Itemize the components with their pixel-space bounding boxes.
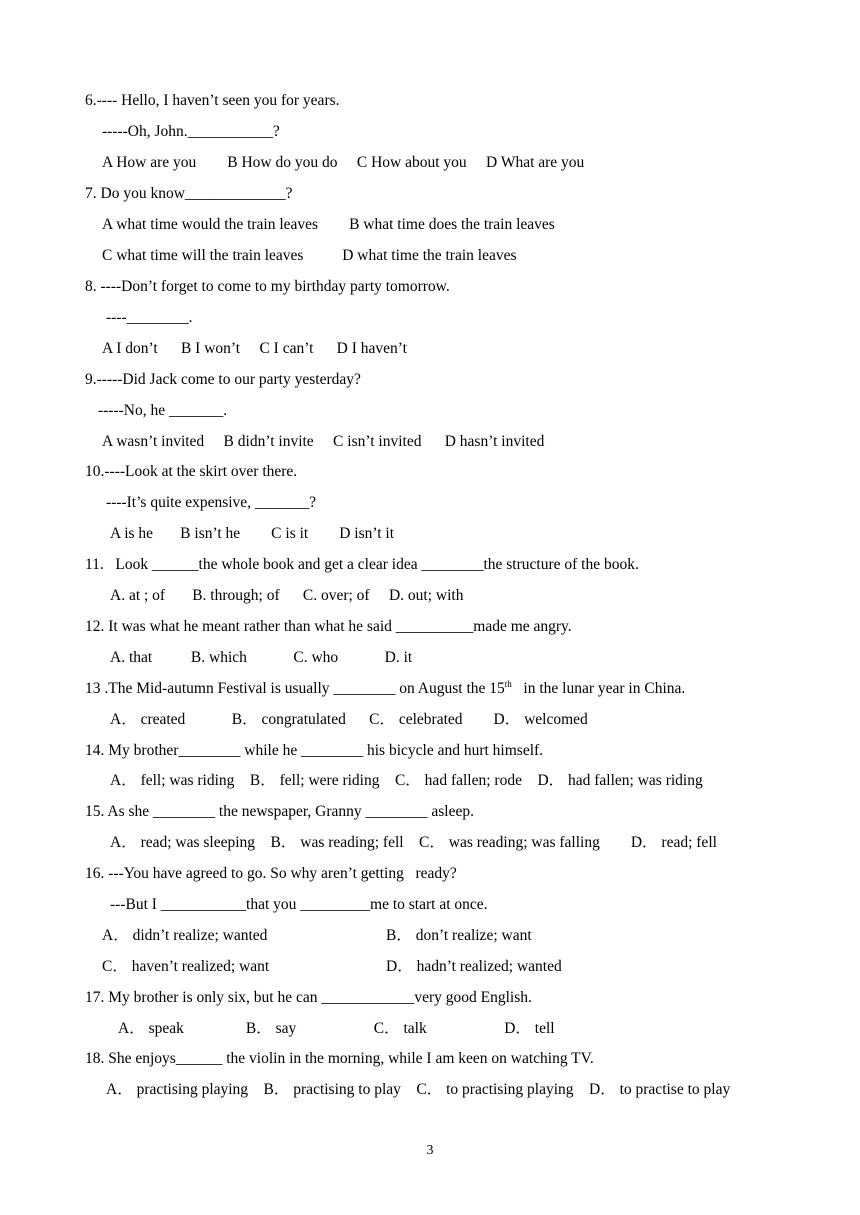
question-17-prompt: 17. My brother is only six, but he can ____________very good English. <box>85 989 532 1006</box>
question-12-prompt: 12. It was what he meant rather than what he said __________made me angry. <box>85 618 572 635</box>
question-18-prompt: 18. She enjoys______ the violin in the morning, while I am keen on watching TV. <box>85 1050 594 1067</box>
question-16-option-a: A． didn’t realize; wanted <box>102 927 268 944</box>
ordinal-suffix: th <box>504 678 512 689</box>
question-8-options: A I don’t B I won’t C I can’t D I haven’t <box>102 340 407 357</box>
question-18-options: A． practising playing B． practising to play C． to practising playing D． to practise to play <box>106 1081 731 1098</box>
question-17-options: A． speak B． say C． talk D． tell <box>118 1020 555 1037</box>
question-14-prompt: 14. My brother________ while he ________ his bicycle and hurt himself. <box>85 742 544 759</box>
question-10-reply: ----It’s quite expensive, _______? <box>106 494 317 511</box>
question-6-options: A How are you B How do you do C How about you D What are you <box>102 154 585 171</box>
question-16-option-d: D． hadn’t realized; wanted <box>386 958 562 975</box>
question-9-reply: -----No, he _______. <box>98 402 228 419</box>
question-6-prompt: 6.---- Hello, I haven’t seen you for years. <box>85 92 340 109</box>
question-16-option-b: B． don’t realize; want <box>386 927 532 944</box>
question-11-prompt: 11. Look ______the whole book and get a clear idea ________the structure of the book. <box>85 556 639 573</box>
question-16-option-c: C． haven’t realized; want <box>102 958 270 975</box>
question-6-reply: -----Oh, John.___________? <box>102 123 280 140</box>
question-16-prompt: 16. ---You have agreed to go. So why aren’t getting ready? <box>85 865 457 882</box>
question-7-options-cd: C what time will the train leaves D what time the train leaves <box>102 247 517 264</box>
question-13-prompt-end: in the lunar year in China. <box>511 680 686 697</box>
question-13-prompt-start: 13 .The Mid-autumn Festival is usually ________ on August the 15 <box>85 680 505 697</box>
question-13-options: A． created B． congratulated C． celebrated D． welcomed <box>110 711 588 728</box>
question-10-options: A is he B isn’t he C is it D isn’t it <box>110 525 395 542</box>
question-15-options: A． read; was sleeping B． was reading; fell C． was reading; was falling D． read; fell <box>110 834 717 851</box>
question-14-options: A． fell; was riding B． fell; were riding C． had fallen; rode D． had fallen; was riding <box>110 772 703 789</box>
question-12-options: A. that B. which C. who D. it <box>110 649 413 666</box>
page-number: 3 <box>426 1143 434 1158</box>
question-10-prompt: 10.----Look at the skirt over there. <box>85 463 298 480</box>
question-15-prompt: 15. As she ________ the newspaper, Granny ________ asleep. <box>85 803 474 820</box>
question-8-reply: ----________. <box>106 309 193 326</box>
question-9-prompt: 9.-----Did Jack come to our party yesterday? <box>85 371 361 388</box>
question-7-prompt: 7. Do you know_____________? <box>85 185 293 202</box>
question-9-options: A wasn’t invited B didn’t invite C isn’t invited D hasn’t invited <box>102 433 545 450</box>
question-13-prompt <box>85 679 685 699</box>
question-11-options: A. at ; of B. through; of C. over; of D. out; with <box>110 587 464 604</box>
question-7-options-ab: A what time would the train leaves B what time does the train leaves <box>102 216 555 233</box>
question-16-reply: ---But I ___________that you _________me to start at once. <box>110 896 488 913</box>
question-8-prompt: 8. ----Don’t forget to come to my birthday party tomorrow. <box>85 278 450 295</box>
